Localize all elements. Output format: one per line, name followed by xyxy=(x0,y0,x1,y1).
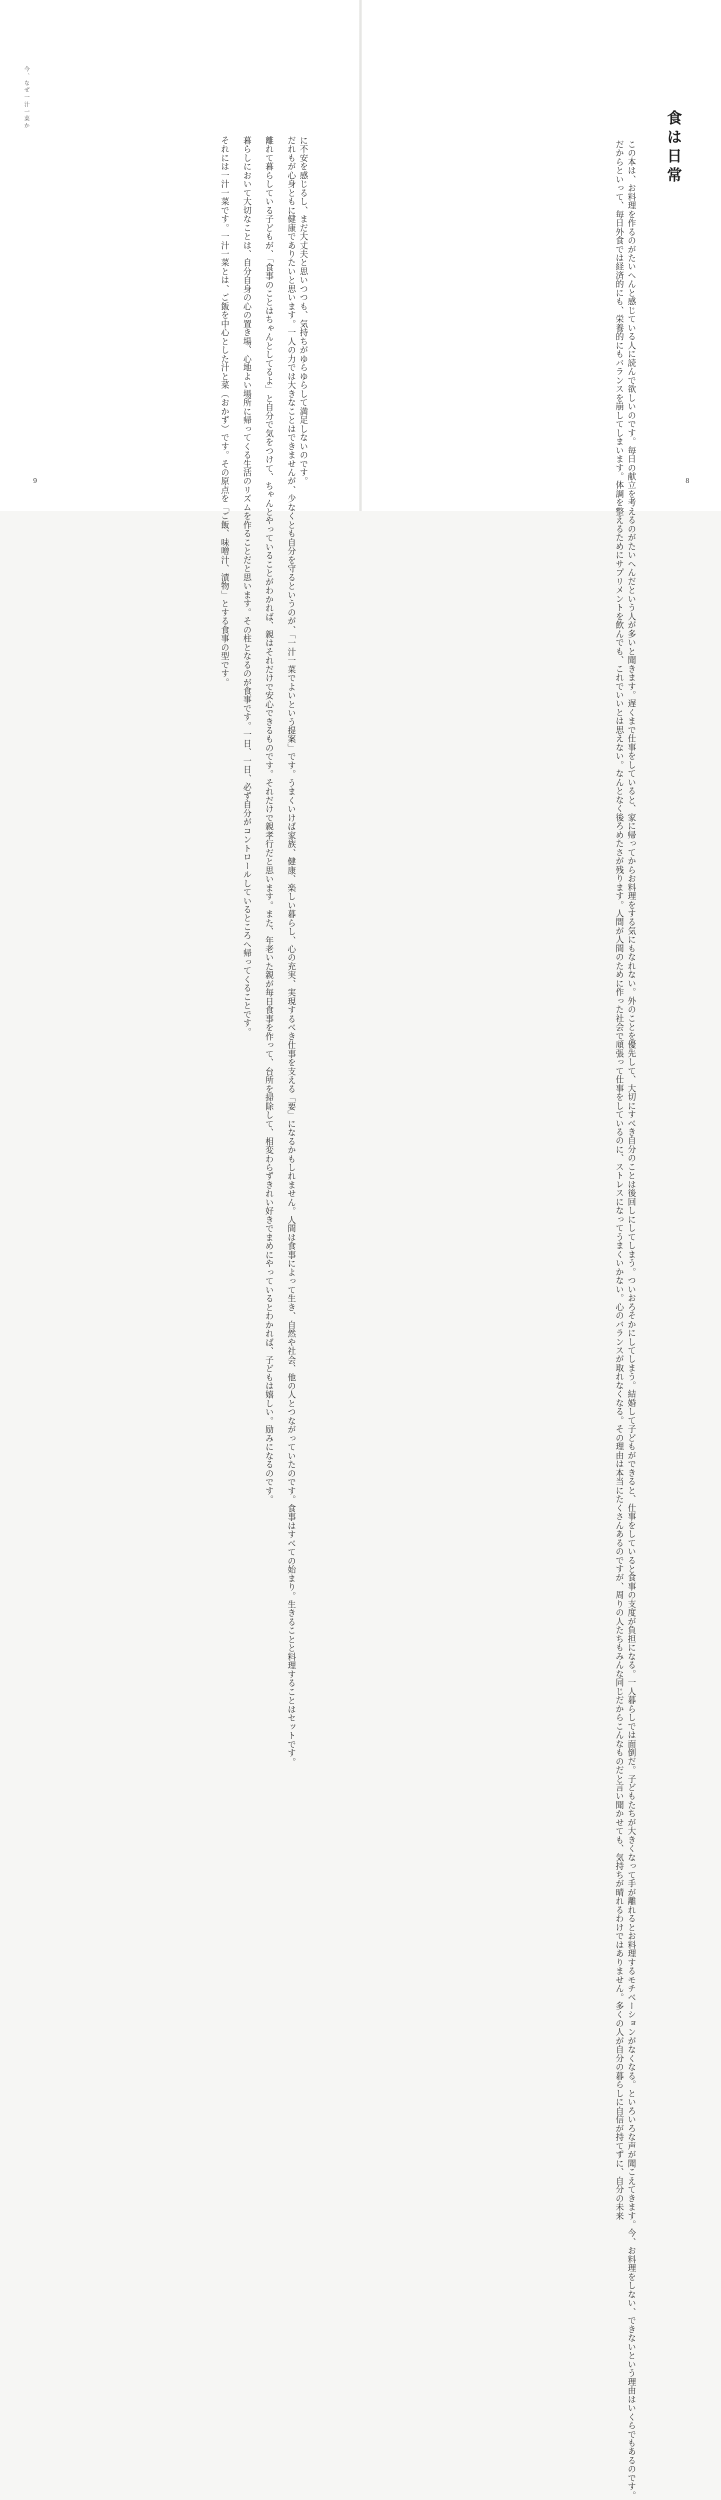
body-paragraph: この本は、お料理を作るのがたいへんと感じている人に読んで欲しいのです。毎日の献立を考えるのがたいへんだという人が多いと聞きます。遅くまで仕事をしていると、家に帰ってからお料理をする気にもなれない。外のことを優先して、大切にすべき自分のことは後回しにしてしまう。ついおろそかにしてしまう。結婚して子どもができると、仕事をしていると食事の支度が負担になる。一人暮らしでは面倒だ。子どもたちが大きくなって手が離れるとお料理するモチベーションがなくなる。といろいろな声が聞こえてきます。今、お料理をしない、できないという理由はいくらでもあるのです。 xyxy=(627,140,637,2500)
body-paragraph: 離れて暮らしている子どもが、「食事のことはちゃんとしてるよ」と自分で気をつけて、ちゃんとやっていることがわかれば、親はそれだけで安心できるものです。それだけで親孝行だと思います。また、年老いた親が毎日食事を作って、台所を掃除して、相変わらずきれい好きでまめにやっているとわかれば、子どもは嬉しい。励みになるのです。 xyxy=(264,136,275,1504)
page-number-right: 8 xyxy=(685,477,690,485)
body-paragraph: それには一汁一菜です。一汁一菜とは、ご飯を中心とした汁と菜（おかず）です。その原点を「ご飯、味噌汁、漬物」とする食事の型です。 xyxy=(220,136,231,687)
body-paragraph: だからといって、毎日外食では経済的にも、栄養的にもバランスを崩してしまいます。体調を整えるためにサプリメントを飲んでも、これでいいとは思えない。なんとなく後ろめたさが残ります。人間が人間のために作った社会で頑張って仕事をしているのに、ストレスになってうまくいかない。心のバランスが取れなくなる。その理由は本当にたくさんあるのですが、周りの人たちもみんな同じだからこんなものだと言い聞かせても、気持ちが晴れるわけではありません。多くの人が自分の暮らしに自信が持てずに、自分の未来 xyxy=(614,140,625,2221)
right-page xyxy=(361,0,721,2500)
right-page-body xyxy=(614,140,638,2500)
running-head: 今、なぜ一汁一菜か xyxy=(23,66,29,130)
body-paragraph: だれもが心身ともに健康でありたいと思います。一人の力では大きなことはできませんが、少なくとも自分を守るというのが、「一汁一菜でよいという提案」です。うまくいけば家族、健康、楽しい暮らし、心の充実、実現するべき仕事を支える「要」になるかもしれません。人間は食事によって生き、自然や社会、他の人とつながっていたのです。食事はすべての始まり。生きることと料理することはセットです。 xyxy=(286,136,297,1767)
left-page xyxy=(0,0,360,1767)
body-paragraph: 暮らしにおいて大切なことは、自分自身の心の置き場、心地よい場所に帰ってくる生活のリズムを作ることだと思います。その柱となるのが食事です。一日、一日、必ず自分がコントロールしているところへ帰ってくることです。 xyxy=(242,136,253,1037)
body-paragraph: に不安を感じるし、まだ大丈夫と思いつつも、気持ちがゆらゆらして満足しないのです。 xyxy=(299,136,309,486)
page-number-left: 9 xyxy=(33,477,38,485)
left-page-body xyxy=(219,136,310,1767)
section-title: 食は日常 xyxy=(665,110,683,186)
